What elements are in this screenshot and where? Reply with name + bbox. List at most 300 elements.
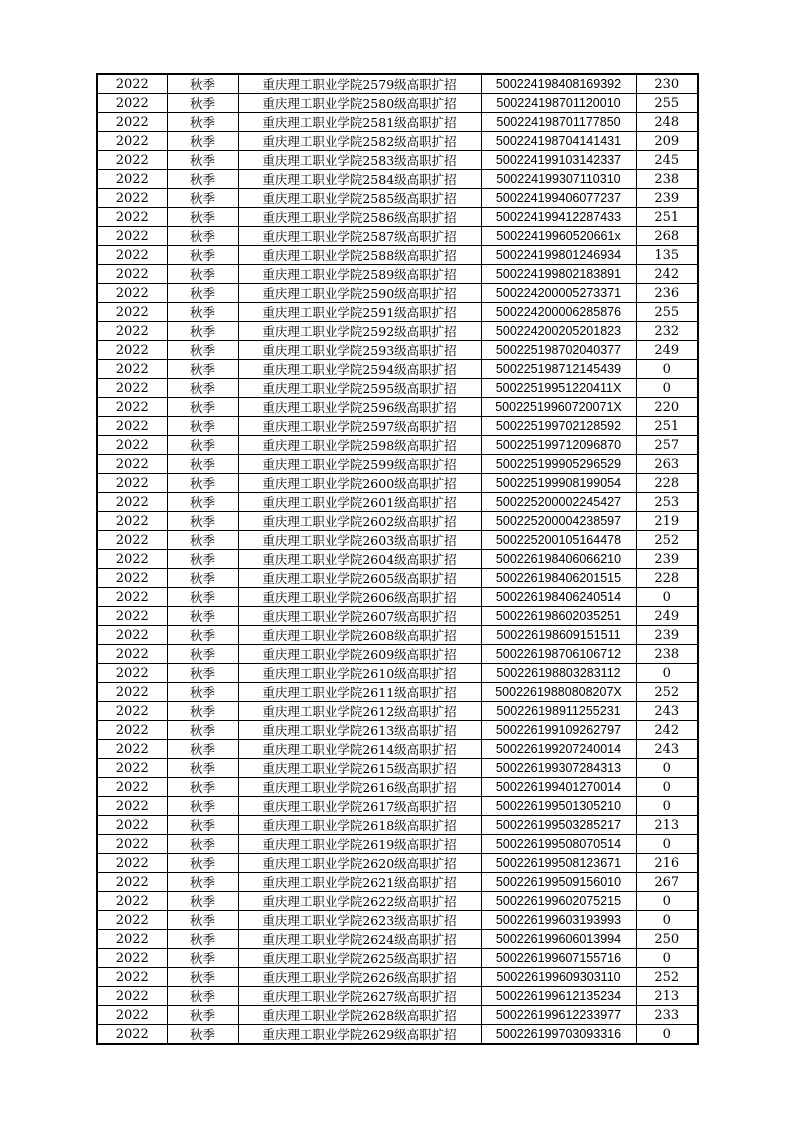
- table-row: [97, 379, 698, 398]
- class-cell: 重庆理工职业学院2624级高职扩招: [238, 930, 481, 949]
- term-cell: 秋季: [167, 265, 238, 284]
- score-cell: 252: [636, 531, 698, 550]
- id-number-cell: 500224198704141431: [481, 132, 636, 151]
- table-row: [97, 284, 698, 303]
- term-cell: 秋季: [167, 512, 238, 531]
- table-row: [97, 607, 698, 626]
- year-cell: 2022: [97, 455, 167, 474]
- class-cell: 重庆理工职业学院2606级高职扩招: [238, 588, 481, 607]
- year-cell: 2022: [97, 968, 167, 987]
- term-cell: 秋季: [167, 911, 238, 930]
- score-cell: 242: [636, 265, 698, 284]
- year-cell: 2022: [97, 303, 167, 322]
- class-cell: 重庆理工职业学院2620级高职扩招: [238, 854, 481, 873]
- year-cell: 2022: [97, 265, 167, 284]
- id-number-cell: 500225200105164478: [481, 531, 636, 550]
- score-cell: 263: [636, 455, 698, 474]
- score-cell: 243: [636, 740, 698, 759]
- score-cell: 219: [636, 512, 698, 531]
- term-cell: 秋季: [167, 778, 238, 797]
- table-row: [97, 949, 698, 968]
- class-cell: 重庆理工职业学院2618级高职扩招: [238, 816, 481, 835]
- score-cell: 0: [636, 778, 698, 797]
- id-number-cell: 500225198702040377: [481, 341, 636, 360]
- class-cell: 重庆理工职业学院2617级高职扩招: [238, 797, 481, 816]
- score-cell: 135: [636, 246, 698, 265]
- score-cell: 251: [636, 208, 698, 227]
- class-cell: 重庆理工职业学院2594级高职扩招: [238, 360, 481, 379]
- class-cell: 重庆理工职业学院2626级高职扩招: [238, 968, 481, 987]
- id-number-cell: 500226198609151511: [481, 626, 636, 645]
- term-cell: 秋季: [167, 797, 238, 816]
- term-cell: 秋季: [167, 892, 238, 911]
- id-number-cell: 500226199109262797: [481, 721, 636, 740]
- term-cell: 秋季: [167, 550, 238, 569]
- id-number-cell: 500226198706106712: [481, 645, 636, 664]
- id-number-cell: 500226199607155716: [481, 949, 636, 968]
- term-cell: 秋季: [167, 531, 238, 550]
- term-cell: 秋季: [167, 569, 238, 588]
- term-cell: 秋季: [167, 683, 238, 702]
- term-cell: 秋季: [167, 208, 238, 227]
- table-row: [97, 987, 698, 1006]
- id-number-cell: 500224199103142337: [481, 151, 636, 170]
- class-cell: 重庆理工职业学院2625级高职扩招: [238, 949, 481, 968]
- table-row: [97, 74, 698, 94]
- term-cell: 秋季: [167, 607, 238, 626]
- year-cell: 2022: [97, 151, 167, 170]
- table-row: [97, 550, 698, 569]
- table-row: [97, 417, 698, 436]
- year-cell: 2022: [97, 113, 167, 132]
- class-cell: 重庆理工职业学院2592级高职扩招: [238, 322, 481, 341]
- term-cell: 秋季: [167, 835, 238, 854]
- score-cell: 267: [636, 873, 698, 892]
- class-cell: 重庆理工职业学院2621级高职扩招: [238, 873, 481, 892]
- table-row: [97, 569, 698, 588]
- term-cell: 秋季: [167, 854, 238, 873]
- id-number-cell: 500225199905296529: [481, 455, 636, 474]
- term-cell: 秋季: [167, 1006, 238, 1025]
- class-cell: 重庆理工职业学院2591级高职扩招: [238, 303, 481, 322]
- table-row: [97, 493, 698, 512]
- score-cell: 252: [636, 683, 698, 702]
- id-number-cell: 500226199503285217: [481, 816, 636, 835]
- year-cell: 2022: [97, 189, 167, 208]
- year-cell: 2022: [97, 436, 167, 455]
- score-cell: 0: [636, 835, 698, 854]
- score-cell: 0: [636, 759, 698, 778]
- id-number-cell: 500226199501305210: [481, 797, 636, 816]
- table-row: [97, 94, 698, 113]
- class-cell: 重庆理工职业学院2614级高职扩招: [238, 740, 481, 759]
- term-cell: 秋季: [167, 759, 238, 778]
- class-cell: 重庆理工职业学院2581级高职扩招: [238, 113, 481, 132]
- year-cell: 2022: [97, 531, 167, 550]
- score-cell: 238: [636, 645, 698, 664]
- id-number-cell: 500226199508070514: [481, 835, 636, 854]
- id-number-cell: 500224199801246934: [481, 246, 636, 265]
- table-row: [97, 132, 698, 151]
- class-cell: 重庆理工职业学院2607级高职扩招: [238, 607, 481, 626]
- score-cell: 213: [636, 987, 698, 1006]
- score-cell: 239: [636, 550, 698, 569]
- score-cell: 255: [636, 303, 698, 322]
- table-row: [97, 208, 698, 227]
- class-cell: 重庆理工职业学院2619级高职扩招: [238, 835, 481, 854]
- score-cell: 257: [636, 436, 698, 455]
- id-number-cell: 500226199602075215: [481, 892, 636, 911]
- term-cell: 秋季: [167, 1025, 238, 1045]
- year-cell: 2022: [97, 208, 167, 227]
- id-number-cell: 500225200002245427: [481, 493, 636, 512]
- table-row: [97, 702, 698, 721]
- class-cell: 重庆理工职业学院2623级高职扩招: [238, 911, 481, 930]
- term-cell: 秋季: [167, 949, 238, 968]
- id-number-cell: 500224200205201823: [481, 322, 636, 341]
- id-number-cell: 500226199508123671: [481, 854, 636, 873]
- term-cell: 秋季: [167, 493, 238, 512]
- score-cell: 242: [636, 721, 698, 740]
- table-row: [97, 455, 698, 474]
- term-cell: 秋季: [167, 74, 238, 94]
- id-number-cell: 500225198712145439: [481, 360, 636, 379]
- table-row: [97, 911, 698, 930]
- year-cell: 2022: [97, 74, 167, 94]
- table-row: [97, 759, 698, 778]
- year-cell: 2022: [97, 607, 167, 626]
- score-cell: 209: [636, 132, 698, 151]
- year-cell: 2022: [97, 227, 167, 246]
- score-cell: 228: [636, 569, 698, 588]
- class-cell: 重庆理工职业学院2588级高职扩招: [238, 246, 481, 265]
- term-cell: 秋季: [167, 873, 238, 892]
- term-cell: 秋季: [167, 151, 238, 170]
- term-cell: 秋季: [167, 113, 238, 132]
- year-cell: 2022: [97, 246, 167, 265]
- id-number-cell: 500224198408169392: [481, 74, 636, 94]
- year-cell: 2022: [97, 94, 167, 113]
- year-cell: 2022: [97, 835, 167, 854]
- term-cell: 秋季: [167, 360, 238, 379]
- term-cell: 秋季: [167, 170, 238, 189]
- table-row: [97, 626, 698, 645]
- score-cell: 243: [636, 702, 698, 721]
- score-cell: 0: [636, 797, 698, 816]
- term-cell: 秋季: [167, 987, 238, 1006]
- year-cell: 2022: [97, 778, 167, 797]
- table-row: [97, 664, 698, 683]
- id-number-cell: 50022419960520661x: [481, 227, 636, 246]
- score-cell: 255: [636, 94, 698, 113]
- year-cell: 2022: [97, 569, 167, 588]
- table-row: [97, 531, 698, 550]
- class-cell: 重庆理工职业学院2627级高职扩招: [238, 987, 481, 1006]
- year-cell: 2022: [97, 379, 167, 398]
- id-number-cell: 500226199612233977: [481, 1006, 636, 1025]
- class-cell: 重庆理工职业学院2598级高职扩招: [238, 436, 481, 455]
- class-cell: 重庆理工职业学院2603级高职扩招: [238, 531, 481, 550]
- id-number-cell: 500224198701177850: [481, 113, 636, 132]
- class-cell: 重庆理工职业学院2580级高职扩招: [238, 94, 481, 113]
- id-number-cell: 500226199609303110: [481, 968, 636, 987]
- year-cell: 2022: [97, 322, 167, 341]
- id-number-cell: 500226198406240514: [481, 588, 636, 607]
- table-row: [97, 645, 698, 664]
- year-cell: 2022: [97, 512, 167, 531]
- score-cell: 250: [636, 930, 698, 949]
- id-number-cell: 50022519960720071X: [481, 398, 636, 417]
- table-row: [97, 398, 698, 417]
- table-row: [97, 151, 698, 170]
- score-cell: 249: [636, 341, 698, 360]
- score-cell: 253: [636, 493, 698, 512]
- score-cell: 251: [636, 417, 698, 436]
- table-row: [97, 360, 698, 379]
- table-body: [97, 74, 698, 1044]
- id-number-cell: 500226199207240014: [481, 740, 636, 759]
- class-cell: 重庆理工职业学院2590级高职扩招: [238, 284, 481, 303]
- id-number-cell: 500225200004238597: [481, 512, 636, 531]
- score-cell: 0: [636, 379, 698, 398]
- table-row: [97, 721, 698, 740]
- term-cell: 秋季: [167, 341, 238, 360]
- year-cell: 2022: [97, 1025, 167, 1045]
- year-cell: 2022: [97, 683, 167, 702]
- table-row: [97, 246, 698, 265]
- class-cell: 重庆理工职业学院2622级高职扩招: [238, 892, 481, 911]
- score-cell: 0: [636, 911, 698, 930]
- class-cell: 重庆理工职业学院2584级高职扩招: [238, 170, 481, 189]
- table-row: [97, 835, 698, 854]
- score-cell: 238: [636, 170, 698, 189]
- class-cell: 重庆理工职业学院2610级高职扩招: [238, 664, 481, 683]
- year-cell: 2022: [97, 284, 167, 303]
- class-cell: 重庆理工职业学院2612级高职扩招: [238, 702, 481, 721]
- score-cell: 228: [636, 474, 698, 493]
- term-cell: 秋季: [167, 227, 238, 246]
- term-cell: 秋季: [167, 417, 238, 436]
- class-cell: 重庆理工职业学院2601级高职扩招: [238, 493, 481, 512]
- year-cell: 2022: [97, 930, 167, 949]
- table-row: [97, 227, 698, 246]
- table-row: [97, 683, 698, 702]
- id-number-cell: 500226199612135234: [481, 987, 636, 1006]
- id-number-cell: 500226199603193993: [481, 911, 636, 930]
- class-cell: 重庆理工职业学院2604级高职扩招: [238, 550, 481, 569]
- table-row: [97, 892, 698, 911]
- class-cell: 重庆理工职业学院2596级高职扩招: [238, 398, 481, 417]
- table-row: [97, 854, 698, 873]
- score-cell: 0: [636, 588, 698, 607]
- year-cell: 2022: [97, 721, 167, 740]
- id-number-cell: 500224198701120010: [481, 94, 636, 113]
- term-cell: 秋季: [167, 721, 238, 740]
- id-number-cell: 500224199802183891: [481, 265, 636, 284]
- table-row: [97, 797, 698, 816]
- id-number-cell: 500226198602035251: [481, 607, 636, 626]
- score-cell: 233: [636, 1006, 698, 1025]
- class-cell: 重庆理工职业学院2597级高职扩招: [238, 417, 481, 436]
- score-cell: 0: [636, 360, 698, 379]
- id-number-cell: 500226198406201515: [481, 569, 636, 588]
- term-cell: 秋季: [167, 322, 238, 341]
- term-cell: 秋季: [167, 132, 238, 151]
- score-cell: 216: [636, 854, 698, 873]
- id-number-cell: 500226199401270014: [481, 778, 636, 797]
- term-cell: 秋季: [167, 740, 238, 759]
- id-number-cell: 500225199712096870: [481, 436, 636, 455]
- id-number-cell: 500226198803283112: [481, 664, 636, 683]
- table-row: [97, 341, 698, 360]
- term-cell: 秋季: [167, 968, 238, 987]
- score-cell: 249: [636, 607, 698, 626]
- term-cell: 秋季: [167, 702, 238, 721]
- class-cell: 重庆理工职业学院2615级高职扩招: [238, 759, 481, 778]
- year-cell: 2022: [97, 854, 167, 873]
- term-cell: 秋季: [167, 189, 238, 208]
- score-cell: 220: [636, 398, 698, 417]
- data-table: [96, 73, 699, 1045]
- class-cell: 重庆理工职业学院2595级高职扩招: [238, 379, 481, 398]
- class-cell: 重庆理工职业学院2629级高职扩招: [238, 1025, 481, 1045]
- year-cell: 2022: [97, 759, 167, 778]
- class-cell: 重庆理工职业学院2586级高职扩招: [238, 208, 481, 227]
- score-cell: 245: [636, 151, 698, 170]
- class-cell: 重庆理工职业学院2602级高职扩招: [238, 512, 481, 531]
- year-cell: 2022: [97, 816, 167, 835]
- score-cell: 239: [636, 626, 698, 645]
- class-cell: 重庆理工职业学院2585级高职扩招: [238, 189, 481, 208]
- term-cell: 秋季: [167, 284, 238, 303]
- year-cell: 2022: [97, 398, 167, 417]
- year-cell: 2022: [97, 132, 167, 151]
- class-cell: 重庆理工职业学院2600级高职扩招: [238, 474, 481, 493]
- year-cell: 2022: [97, 341, 167, 360]
- term-cell: 秋季: [167, 816, 238, 835]
- year-cell: 2022: [97, 550, 167, 569]
- score-cell: 252: [636, 968, 698, 987]
- table-row: [97, 740, 698, 759]
- id-number-cell: 500226199509156010: [481, 873, 636, 892]
- class-cell: 重庆理工职业学院2609级高职扩招: [238, 645, 481, 664]
- id-number-cell: 500224199406077237: [481, 189, 636, 208]
- year-cell: 2022: [97, 740, 167, 759]
- year-cell: 2022: [97, 987, 167, 1006]
- year-cell: 2022: [97, 626, 167, 645]
- score-cell: 0: [636, 1025, 698, 1045]
- year-cell: 2022: [97, 664, 167, 683]
- class-cell: 重庆理工职业学院2613级高职扩招: [238, 721, 481, 740]
- table-row: [97, 436, 698, 455]
- id-number-cell: 500225199908199054: [481, 474, 636, 493]
- id-number-cell: 500226198406066210: [481, 550, 636, 569]
- class-cell: 重庆理工职业学院2599级高职扩招: [238, 455, 481, 474]
- id-number-cell: 500226199703093316: [481, 1025, 636, 1045]
- table-row: [97, 189, 698, 208]
- id-number-cell: 500224199307110310: [481, 170, 636, 189]
- score-cell: 0: [636, 892, 698, 911]
- table-row: [97, 265, 698, 284]
- id-number-cell: 500225199702128592: [481, 417, 636, 436]
- table-row: [97, 303, 698, 322]
- term-cell: 秋季: [167, 94, 238, 113]
- score-cell: 0: [636, 664, 698, 683]
- table-row: [97, 873, 698, 892]
- table-row: [97, 588, 698, 607]
- term-cell: 秋季: [167, 398, 238, 417]
- year-cell: 2022: [97, 360, 167, 379]
- table-row: [97, 968, 698, 987]
- year-cell: 2022: [97, 588, 167, 607]
- score-cell: 232: [636, 322, 698, 341]
- year-cell: 2022: [97, 892, 167, 911]
- id-number-cell: 500226199307284313: [481, 759, 636, 778]
- year-cell: 2022: [97, 474, 167, 493]
- term-cell: 秋季: [167, 246, 238, 265]
- year-cell: 2022: [97, 702, 167, 721]
- year-cell: 2022: [97, 170, 167, 189]
- class-cell: 重庆理工职业学院2628级高职扩招: [238, 1006, 481, 1025]
- year-cell: 2022: [97, 873, 167, 892]
- id-number-cell: 500224199412287433: [481, 208, 636, 227]
- table-row: [97, 816, 698, 835]
- score-cell: 268: [636, 227, 698, 246]
- id-number-cell: 500226198911255231: [481, 702, 636, 721]
- id-number-cell: 500224200005273371: [481, 284, 636, 303]
- year-cell: 2022: [97, 417, 167, 436]
- score-cell: 230: [636, 74, 698, 94]
- score-cell: 236: [636, 284, 698, 303]
- score-cell: 248: [636, 113, 698, 132]
- table-row: [97, 474, 698, 493]
- year-cell: 2022: [97, 1006, 167, 1025]
- class-cell: 重庆理工职业学院2583级高职扩招: [238, 151, 481, 170]
- term-cell: 秋季: [167, 436, 238, 455]
- class-cell: 重庆理工职业学院2587级高职扩招: [238, 227, 481, 246]
- table-row: [97, 170, 698, 189]
- term-cell: 秋季: [167, 930, 238, 949]
- term-cell: 秋季: [167, 645, 238, 664]
- class-cell: 重庆理工职业学院2608级高职扩招: [238, 626, 481, 645]
- table-row: [97, 512, 698, 531]
- id-number-cell: 50022619880808207X: [481, 683, 636, 702]
- term-cell: 秋季: [167, 588, 238, 607]
- class-cell: 重庆理工职业学院2616级高职扩招: [238, 778, 481, 797]
- term-cell: 秋季: [167, 474, 238, 493]
- id-number-cell: 500224200006285876: [481, 303, 636, 322]
- class-cell: 重庆理工职业学院2593级高职扩招: [238, 341, 481, 360]
- table-row: [97, 322, 698, 341]
- year-cell: 2022: [97, 949, 167, 968]
- id-number-cell: 500226199606013994: [481, 930, 636, 949]
- class-cell: 重庆理工职业学院2582级高职扩招: [238, 132, 481, 151]
- year-cell: 2022: [97, 493, 167, 512]
- table-row: [97, 778, 698, 797]
- table-row: [97, 113, 698, 132]
- year-cell: 2022: [97, 911, 167, 930]
- table-row: [97, 930, 698, 949]
- score-cell: 0: [636, 949, 698, 968]
- term-cell: 秋季: [167, 379, 238, 398]
- class-cell: 重庆理工职业学院2611级高职扩招: [238, 683, 481, 702]
- year-cell: 2022: [97, 645, 167, 664]
- score-cell: 239: [636, 189, 698, 208]
- table-row: [97, 1025, 698, 1045]
- term-cell: 秋季: [167, 455, 238, 474]
- table-row: [97, 1006, 698, 1025]
- class-cell: 重庆理工职业学院2605级高职扩招: [238, 569, 481, 588]
